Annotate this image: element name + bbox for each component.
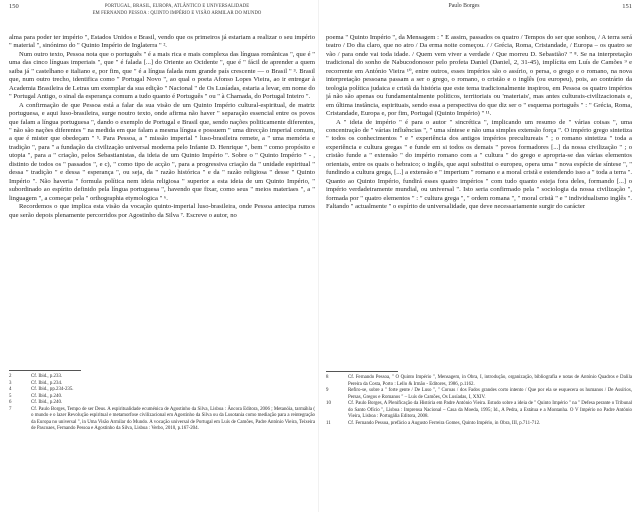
paragraph: alma para poder ter império ", Estados Unidos e Brasil, vendo que os primeiros já estariam a realizar o seu império " material ", sinónimo do " Quinto Império de Inglaterra " ².	[9, 34, 315, 50]
paragraph: poema " Quinto Império ", da Mensagem : " E assim, passados os quatro / Tempos do ser que sonhou, / A terra será teatro / Do dia claro, que no atro / Da erma noite começou. / / Grécia, Roma, Cristandade, / Europa – os quatro se vão / para onde vai toda idade. / Quem vem viver a verdade / Que morreu D. Sebastião? " ⁸. Se na interpretação tradicional do sonho de Nabucodonosor pelo profeta Daniel (Daniel, 2, 31-45), implícita em Luís de Camões ⁹ e recorrente em António Vieira ¹⁰, entre outros, esses impérios são o assírio, o persa, o grego e o romano, na nova interpretação pessoana passam a ser o grego, o romano, o cristão e o inglês (ou europeu), pois, ao contrário da teologia política judaica e cristã da história que este tema tradicionalmente inspirou, em Pessoa os quatro impérios já não são apenas ou fundamentalmente políticos, territoriais ou 'materiais', mas antes culturais-civilizacionais e, em última instância, espirituais, sendo essa a perspectiva do que diz ser o " esquema português " : " Grécia, Roma, Cristandade, Europa e, por fim, Portugal (Quinto Império) " ¹¹.	[326, 34, 632, 118]
footnote-number: 9	[326, 388, 329, 394]
running-title	[39, 3, 315, 17]
right-body-text	[326, 34, 632, 212]
footnote	[326, 388, 632, 401]
footnote-rule	[326, 371, 398, 372]
book-gutter	[318, 0, 319, 512]
left-body-text	[9, 34, 315, 220]
running-title-line-2: EM FERNANDO PESSOA : QUINTO IMPÉRIO E VISÃO ARMILAR DO MUNDO	[92, 11, 262, 16]
footnote-text: Cf. Ibid., p.240.	[31, 400, 63, 406]
footnote-text: Cf. Paulo Borges, A Plenificação da História em Padre António Vieira. Estudo sobre a ideia de " Quinto Império " na " Defesa perante o Tribunal do Santo Ofício ", Lisboa : Imprensa Nacional – Casa da Moeda, 1995; Id., A Pedra, a Estátua e a Montanha. O V Império no Padre António Vieira, Lisboa : Portugália Editora, 2008.	[348, 401, 632, 420]
footnote-text: Refiro-se, sobre a " forte gente / De Luso ", " Coroas / dos Fados grandes corto intento / Que por ela se esquecera os humanos / De Assírios, Persas, Gregos e Romanos " – Luís de Camões, Os Lusíadas, I, XXIV.	[348, 388, 632, 400]
footnote-text: Cf. Fernando Pessoa, " O Quinto Império ", Mensagem, in Obra, I, introdução, organização, bibliografia e notas de António Quadros e Dalila Pereira da Costa, Porto : Lello & Irmão - Editores, 1986, p.1162.	[348, 375, 632, 387]
right-page	[326, 0, 632, 512]
running-author: Paulo Borges	[448, 3, 480, 9]
paragraph: Recordemos o que implica esta visão da vocação quinto-imperial luso-brasileira, onde Pessoa antecipa rumos que serão depois plenamente percorridos por Agostinho da Silva ⁷. Escreve o autor, no	[9, 203, 315, 219]
footnote-text: Cf. Ibid., p.233.	[31, 374, 63, 379]
page-number: 150	[9, 3, 19, 10]
paragraph: Num outro texto, Pessoa nota que o português " é a mais rica e mais complexa das línguas românicas ", que é " uma das cinco línguas imperiais ", que " é falada [...] do Oriente ao Ocidente ", que é " fácil de aprender a quem saiba já " castelhano e italiano e, por fim, que " é a língua falada num grande país crescente — o Brasil " ³. Brasil que, num outro trecho, identifica como " Portugal Novo ", ao qual o poeta Afonso Lopes Vieira, ao ir entregar à Academia Brasileira de Letras um exemplar da sua edição " Nacional " de Os Lusíadas, estaria a levar, em nome do " Portugal Antigo, o sinal da esperança comum a tudo quanto é Português " ou " à Chamada, do Portugal Inteiro ".	[9, 50, 315, 101]
footnote-number: 2	[9, 374, 12, 379]
footnote	[326, 421, 632, 428]
footnote-number: 3	[9, 380, 12, 386]
left-footnotes	[9, 374, 315, 433]
footnote-number: 10	[326, 401, 331, 407]
left-page	[9, 0, 315, 512]
page-number: 151	[622, 3, 632, 10]
right-footnotes	[326, 375, 632, 427]
footnote-number: 7	[9, 406, 12, 412]
footnote-text: Cf. Ibid., p.240.	[31, 393, 63, 399]
footnote-number: 11	[326, 420, 331, 426]
footnote	[326, 401, 632, 421]
footnote-text: Cf. Paulo Borges, Tempo de ser Deus. A espiritualidade ecuménica de Agostinho da Silva, Lisboa : Âncora Editora, 2006 ; Metanóia, tarmáhla ( o mundo e o lazer Revolução espiritual e metamorfose civilizacional em Agostinho da Silva ou da Lusotania como mediação para a reintegração da Europa no universal ", in Uma Visão Armilar do Mundo. A vocação universal de Portugal em Luís de Camões, Padre António Vieira, Teixeira de Pascoaes, Fernando Pessoa e Agostinho da Silva, Lisboa : Verbo, 2010, p.167-204.	[31, 406, 315, 432]
paragraph: A " ideia de império " é para o autor " sincrética ", implicando um resumo de " várias coisas ", uma concentração de " várias influências ", " uma síntese e não uma simples extensão força ". O império grego sintetiza " todos os conhecimentos " e " experiência dos antigos impérios precultureais " ; o romano sintetiza " toda a experiência e cultura gregas " e funde em si todos os demais " povos formadores [...] da nossa civilização " ; o cristão funde a " extensão " do império romano com a " cultura " do grego e apropria-se das várias elementos orientais, entre os quais o hebraico; o inglês, que aqui substitui o europeu, opera uma " nova espécie de síntese ", " fundindo a cultura grega, [...] a extensão e " imperium " romano e a moral cristã e estendendo isso a " toda a terra ". Quanto ao Quinto Império, fundirá esses quatro impérios " com tudo quanto esteja fora deles, formando [...] o império verdadeiramente mundial, ou universal ". Isto seria confirmado pela " sociologia da nossa civilização ", formada por " quatro elementos " : " cultura grega ", " ordem romana ", " moral cristã " e " individualismo inglês ". Faltando " actualmente " o espírito de universalidade, que deve necessariamente surgir do carácter	[326, 118, 632, 211]
footnote-number: 4	[9, 387, 12, 393]
footnote	[326, 375, 632, 388]
left-header	[9, 3, 315, 29]
footnote-text: Cf. Fernando Pessoa, prefácio a Augusto Ferreira Gomes, Quinto Império, in Obra, III, p.711-712.	[348, 420, 541, 426]
running-title-line-1: PORTUGAL, BRASIL, EUROPA, ATLÂNTICO E UNIVERSALIDADE	[104, 4, 250, 9]
footnote-number: 5	[9, 393, 12, 399]
footnote-text: Cf. Ibid., pp.234-235.	[31, 387, 74, 393]
footnote	[9, 407, 315, 433]
paragraph: A confirmação de que Pessoa está a falar da sua visão de um Quinto Império cultural-espiritual, de matriz portuguesa, e aqui luso-brasileira, surge noutro texto, onde afirma não haver " separação essencial entre os povos que falam a língua portuguesa ", dando o exemplo de Portugal e Brasil que, sendo nações politicamente diferentes, " não são nações diferentes " na medida em que falam a mesma língua e possuem " uma direcção imperial comum, a que é mister que obedeçam " ⁵. Para Pessoa, a " missão imperial " luso-brasileira remete, a " uma memória e tradição ", para " a fundação da civilização universal moderna pelo Infante D. Henrique ", bem " como propósito e utopia ", para a " criação, pelos Sebastianistas, da ideia de um Quinto Império ". Sobre o " Quinto Império " - , distinto de todos os " passados ", e c), " como tipo de acção ", para a progressiva criação da " unidade espiritual " dessa " tradição " e dessa " esperança ", ou seja, da " razão histórica " e da " razão religiosa " desse " Quinto Império ". Não haveria " formula política nem ideia religiosa " superior a esta ideia de um Quinto Império, " subordinado ao espírito definido pela língua portuguesa ", havendo que fixar, como seus " meios materiaes ", a " linguagem ", a começar pela " orthographia etymologica " ⁶.	[9, 101, 315, 202]
right-header	[326, 3, 632, 29]
footnote-number: 8	[326, 375, 329, 380]
footnote-number: 6	[9, 400, 12, 406]
footnote-rule	[9, 370, 81, 371]
footnote-text: Cf. Ibid., p.234.	[31, 380, 63, 386]
